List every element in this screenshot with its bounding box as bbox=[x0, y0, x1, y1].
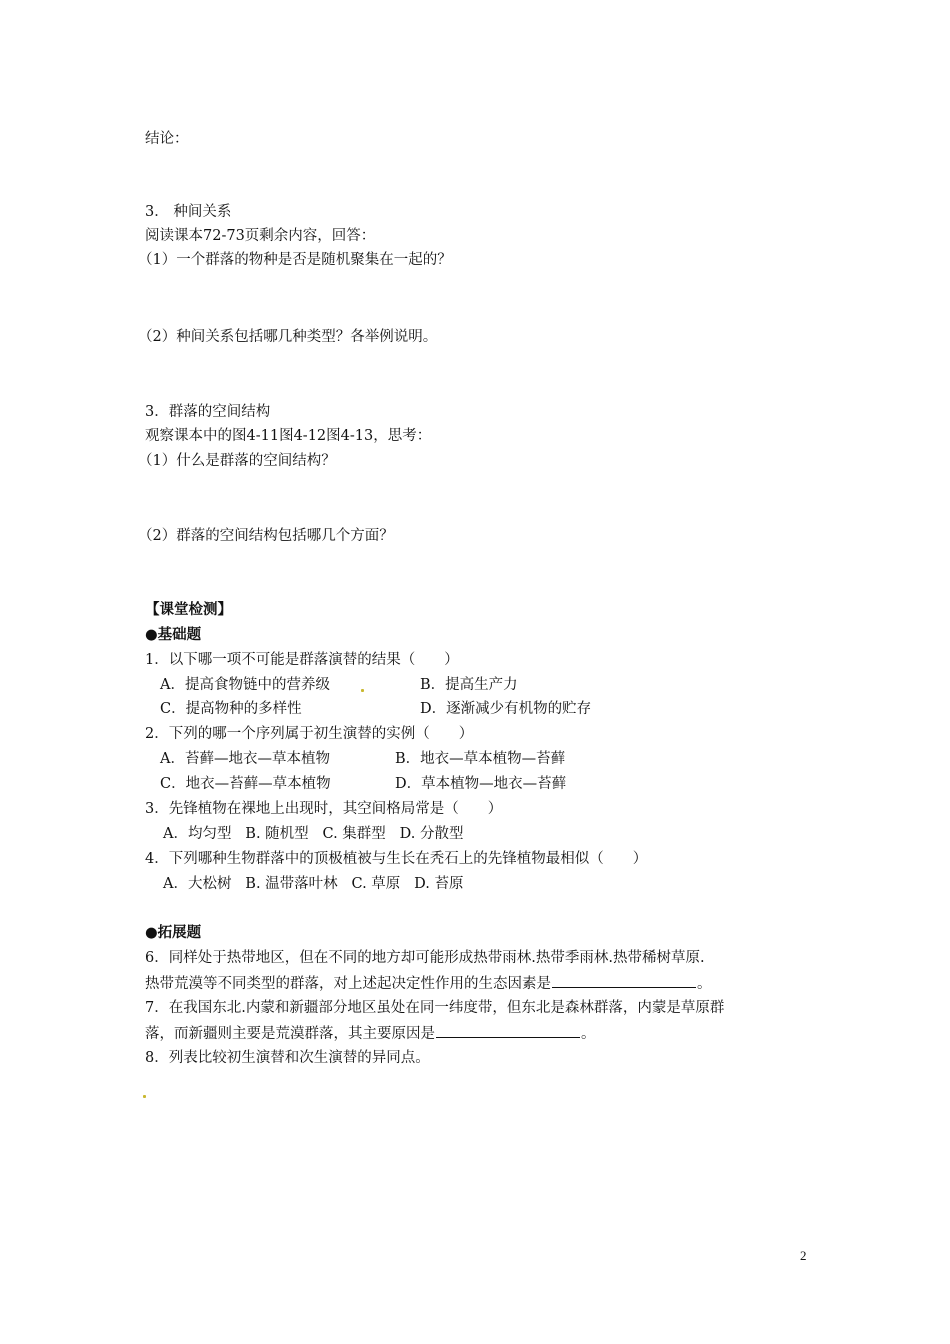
section-spatial-instruction: 观察课本中的图4-11图4-12图4-13，思考： bbox=[145, 428, 432, 444]
question-2-option-b: B．地衣—草本植物—苔藓 bbox=[395, 751, 566, 767]
page-number: 2 bbox=[800, 1248, 807, 1263]
class-test-heading: 【课堂检测】 bbox=[145, 602, 232, 618]
section-spatial-q1: （1）什么是群落的空间结构？ bbox=[138, 453, 336, 469]
question-1-option-a: A．提高食物链中的营养级 bbox=[160, 677, 330, 693]
section-spatial-q2: （2）群落的空间结构包括哪几个方面？ bbox=[138, 528, 394, 544]
question-3-options: A．均匀型 B. 随机型 C. 集群型 D. 分散型 bbox=[163, 826, 464, 842]
question-4-options: A．大松树 B. 温带落叶林 C. 草原 D. 苔原 bbox=[163, 876, 464, 892]
question-7-end: 。 bbox=[581, 1026, 596, 1042]
question-1-stem: 1．以下哪一项不可能是群落演替的结果（ ） bbox=[145, 652, 459, 668]
question-6-end: 。 bbox=[697, 976, 712, 992]
scan-speck bbox=[361, 689, 364, 692]
extension-questions-heading: ●拓展题 bbox=[145, 925, 202, 941]
question-4-stem: 4．下列哪种生物群落中的顶极植被与生长在秃石上的先锋植物最相似（ ） bbox=[145, 851, 648, 867]
question-7-line-2 bbox=[145, 1023, 596, 1044]
scan-speck bbox=[143, 1095, 146, 1098]
question-1-option-d: D．逐渐减少有机物的贮存 bbox=[420, 701, 592, 717]
question-7-text: 落，而新疆则主要是荒漠群落，其主要原因是 bbox=[145, 1026, 435, 1042]
question-2-stem: 2．下列的哪一个序列属于初生演替的实例（ ） bbox=[145, 726, 474, 742]
question-6-line-2 bbox=[145, 973, 712, 994]
question-2-option-d: D．草本植物—地衣—苔藓 bbox=[395, 776, 567, 792]
question-8: 8．列表比较初生演替和次生演替的异同点。 bbox=[145, 1050, 430, 1066]
conclusion-label: 结论： bbox=[145, 131, 189, 147]
question-2-option-a: A．苔藓—地衣—草本植物 bbox=[160, 751, 330, 767]
section-interspecific-instruction: 阅读课本72-73页剩余内容，回答： bbox=[145, 228, 376, 244]
section-interspecific-title: 3． 种间关系 bbox=[145, 204, 232, 220]
question-7-line-1: 7．在我国东北.内蒙和新疆部分地区虽处在同一纬度带，但东北是森林群落，内蒙是草原群 bbox=[145, 1000, 725, 1016]
question-6-text: 热带荒漠等不同类型的群落，对上述起决定性作用的生态因素是 bbox=[145, 976, 551, 992]
answer-blank-6[interactable] bbox=[552, 973, 696, 988]
question-1-option-c: C．提高物种的多样性 bbox=[160, 701, 302, 717]
answer-blank-7[interactable] bbox=[436, 1023, 580, 1038]
question-1-option-b: B．提高生产力 bbox=[420, 677, 518, 693]
question-6-line-1: 6．同样处于热带地区，但在不同的地方却可能形成热带雨林.热带季雨林.热带稀树草原. bbox=[145, 950, 705, 966]
question-3-stem: 3．先锋植物在裸地上出现时，其空间格局常是（ ） bbox=[145, 801, 503, 817]
section-interspecific-q1: （1）一个群落的物种是否是随机聚集在一起的？ bbox=[138, 252, 452, 268]
basic-questions-heading: ●基础题 bbox=[145, 627, 202, 643]
question-2-option-c: C．地衣—苔藓—草本植物 bbox=[160, 776, 331, 792]
section-interspecific-q2: （2）种间关系包括哪几种类型？各举例说明。 bbox=[138, 329, 438, 345]
section-spatial-title: 3．群落的空间结构 bbox=[145, 404, 271, 420]
